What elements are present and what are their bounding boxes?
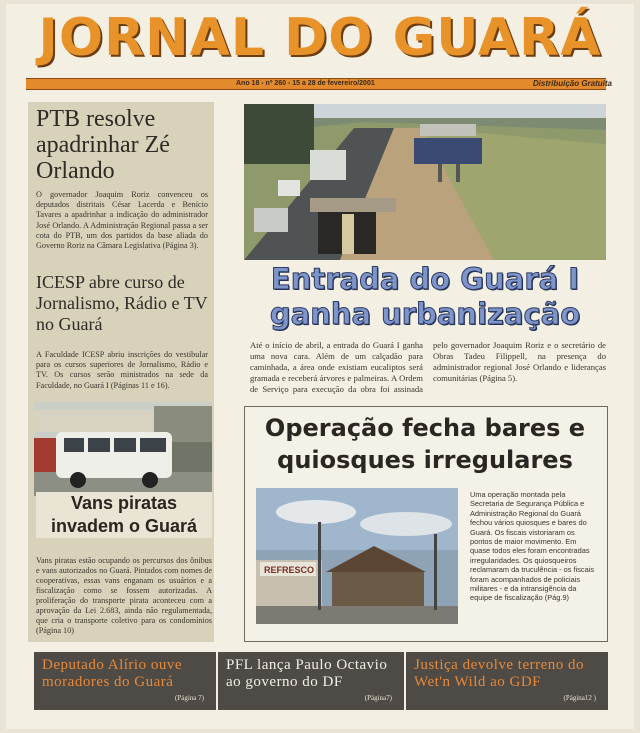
operacao-body: Uma operação montada pela Secretaria de Segurança Pública e Administração Regional do Guará fechou vários quiosques e bares do Guará. Os fiscais vistoriaram os pontos de maior movimento. Em quase todos eles foram encontradas irregularidades. Os quiosqueiros reclamaram da truculência - os fiscais foram acompanhados de policiais militares - e da intransigência da equipe de fiscalização (Pág.9) [470, 490, 595, 603]
issue-line: Ano 18 - nº 260 - 15 a 28 de fevereiro/2001 [236, 80, 375, 87]
teaser-page: (Página7) [364, 694, 392, 702]
masthead-title: JORNAL DO GUARÁ [38, 8, 602, 68]
teaser-headline: PFL lança Paulo Octavio ao governo do DF [226, 657, 388, 690]
footer-teaser-justica[interactable] [406, 652, 608, 710]
teaser-headline: Justiça devolve terreno do Wet'n Wild ao GDF [414, 657, 585, 690]
entrada-headline: Entrada do Guará I ganha urbanização [269, 262, 581, 331]
footer-teaser-pfl[interactable] [218, 652, 404, 710]
teaser-page: (Página 7) [175, 694, 204, 702]
vans-body: Vans piratas estão ocupando os percursos dos ônibus e vans autorizados no Guará. Pintados com nomes de cooperativas, essas vans enganam os usuários e a fiscalização como se fossem autorizadas. A proliferação do transporte pirata aconteceu com a aprovação da Lei 2.683, ainda não regulamentada, que cria o transporte coletivo para os condomínios (Página 10) [36, 556, 212, 635]
vans-headline: Vans piratas invadem o Guará [36, 492, 212, 538]
entrada-body: Até o início de abril, a entrada do Guará I ganha uma nova cara. Além de um calçadão para caminhada, a área onde existiam eucaliptos será gramada e receberá árvores e palmeiras. A Ordem de Serviço para execução da obra foi assinada pelo governador Joaquim Roriz e o secretário de Obras Tadeu Filippell, na presença do administrador regional José Orlando e lideranças comunitárias (Página 5). [250, 340, 606, 394]
teaser-page: (Página12 ) [563, 694, 596, 702]
icesp-body: A Faculdade ICESP abriu inscrições do vestibular para os cursos superiores de Jornalismo, Rádio e TV. Os cursos serão ministrados na sede da Faculdade, no Guará I (Páginas 11 e 16). [36, 350, 208, 390]
ptb-headline: PTB resolve apadrinhar Zé Orlando [36, 106, 170, 184]
footer-teaser-alirio[interactable] [34, 652, 216, 710]
teaser-headline: Deputado Alírio ouve moradores do Guará [42, 657, 182, 690]
van-photo [34, 402, 212, 496]
bar-photo [256, 488, 458, 624]
distribution-note: Distribuição Gratuita [532, 79, 612, 88]
icesp-headline: ICESP abre curso de Jornalismo, Rádio e TV no Guará [36, 272, 208, 334]
bar-sign-text: REFRESCO [264, 565, 315, 575]
ptb-body: O governador Joaquim Roriz convenceu os deputados distritais César Lacerda e Benício Tavares a apadrinhar a indicação do administrador José Orlando. A Administração Regional passa a ser cota do PTB, um dos partidos da base aliada do Governo Roriz na Câmara Legislativa (Página 3). [36, 190, 208, 251]
road-photo [244, 104, 606, 260]
operacao-headline: Operação fecha bares e quiosques irregulares [264, 414, 586, 474]
